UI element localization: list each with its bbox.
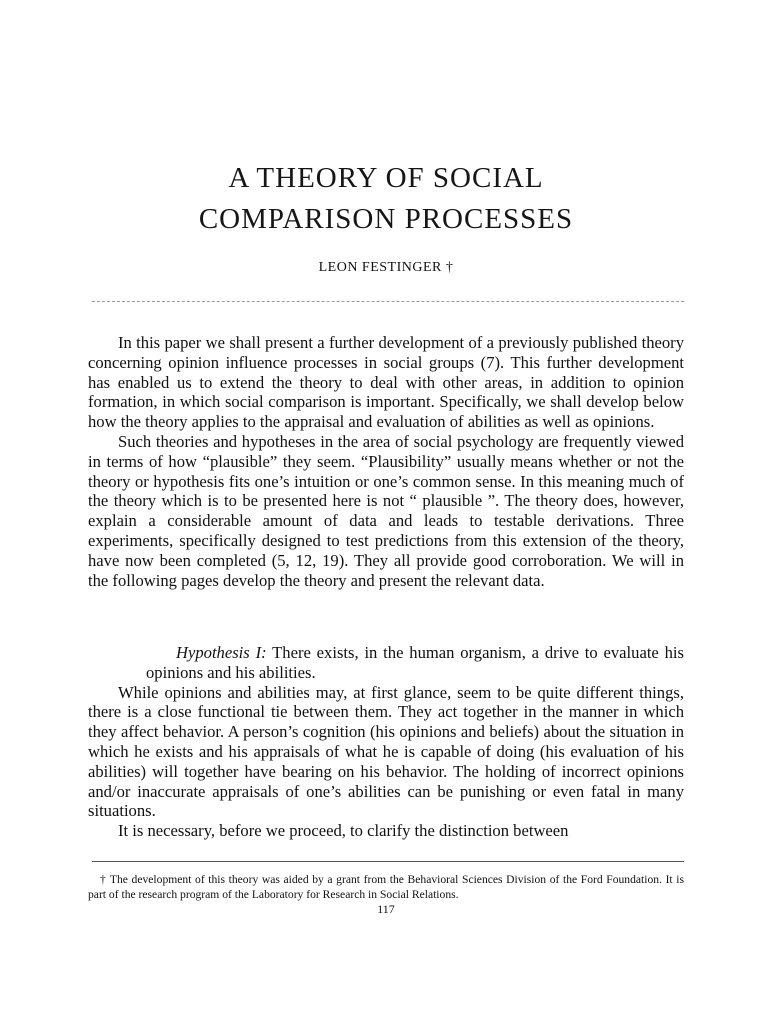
hypothesis-label: Hypothesis I: (176, 643, 267, 662)
intro-section (88, 333, 684, 590)
footnote-divider (92, 861, 684, 862)
hypothesis-statement (88, 643, 684, 683)
body-paragraph: It is necessary, before we proceed, to clarify the distinction between (118, 821, 569, 841)
hypothesis-section (88, 643, 684, 841)
page-number: 117 (377, 902, 395, 916)
body-paragraph: While opinions and abilities may, at first glance, seem to be quite different things, there is a close functional tie between them. They act together in the manner in which they affect behavior. A person’s cognition (his opinions and beliefs) about the situation in which he exists and his appraisals of what he is capable of doing (his evaluation of his abilities) will together have bearing on his behavior. The holding of incorrect opinions and/or inaccurate appraisals of one’s abilities can be punishing or even fatal in many situations. (88, 682, 684, 821)
article-title-line-2: COMPARISON PROCESSES (198, 203, 574, 235)
hypothesis-text: There exists, in the human organism, a drive to evaluate his opinions and his abilities. (146, 643, 684, 682)
body-paragraph: In this paper we shall present a further development of a previously published theory concerning opinion influence processes in social groups (7). This further development has enabled us to extend the theory to deal with other areas, in addition to opinion formation, in which social comparison is important. Specifically, we shall develop below how the theory applies to the appraisal and evaluation of abilities as well as opinions. (88, 333, 684, 432)
journal-page (88, 0, 684, 1024)
body-paragraph: Such theories and hypotheses in the area of social psychology are frequently viewed in terms of how “plausible” they seem. “Plausibility” usually means whether or not the theory or hypothesis fits one’s intuition or one’s common sense. In this meaning much of the theory which is to be presented here is not “ plausible ”. The theory does, however, explain a considerable amount of data and leads to testable derivations. Three experiments, specifically designed to test predictions from this extension of the theory, have now been completed (5, 12, 19). They all provide good corroboration. We will in the following pages develop the theory and present the relevant data. (88, 431, 684, 590)
title-divider (92, 301, 684, 302)
footnote-text: † The development of this theory was aided by a grant from the Behavioral Sciences Division of the Ford Foundation. It is part of the research program of the Laboratory for Research in Social Relations. (88, 873, 684, 901)
article-title-line-1: A THEORY OF SOCIAL (228, 162, 544, 194)
author-name: LEON FESTINGER † (318, 260, 454, 275)
footnote (88, 872, 684, 902)
